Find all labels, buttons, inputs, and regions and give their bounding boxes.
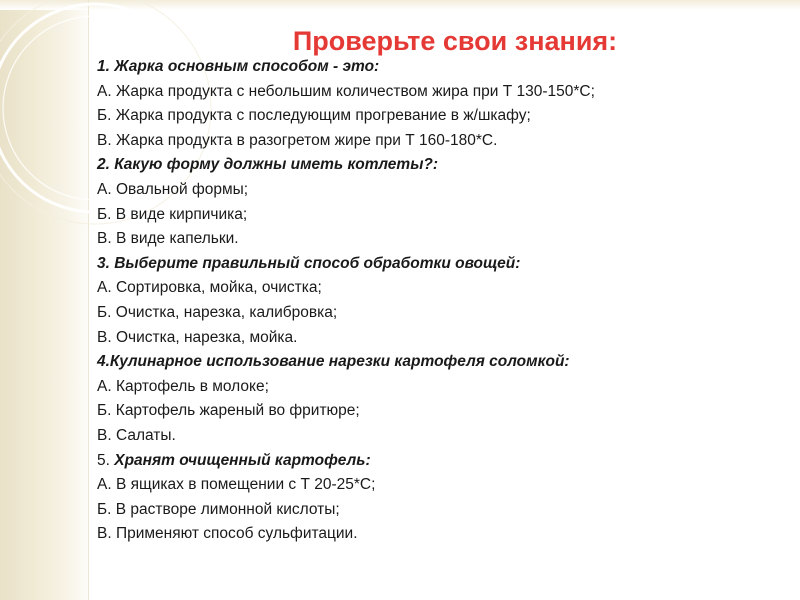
quiz-content [97, 55, 787, 547]
question-text [97, 449, 787, 474]
answer-option: А. Сортировка, мойка, очистка; [97, 279, 322, 297]
answer-option: А. Овальной формы; [97, 180, 249, 198]
answer-option: Б. Очистка, нарезка, калибровка; [97, 303, 338, 321]
answer-option: Б. Картофель жареный во фритюре; [97, 402, 360, 420]
answer-option: Б. В растворе лимонной кислоты; [97, 500, 340, 518]
question-block [97, 252, 787, 350]
question-label: Хранят очищенный картофель: [114, 451, 371, 469]
answer-option: В. Салаты. [97, 426, 176, 444]
answer-option: А. Картофель в молоке; [97, 377, 269, 395]
answer-option: Б. Жарка продукта с последующим прогревание в ж/шкафу; [97, 107, 531, 125]
question-text: 3. Выберите правильный способ обработки овощей: [97, 254, 521, 272]
answer-option: В. Очистка, нарезка, мойка. [97, 328, 298, 346]
answer-option: А. Жарка продукта с небольшим количеством жира при Т 130-150*С; [97, 82, 595, 100]
question-block [97, 55, 787, 153]
question-block [97, 153, 787, 251]
answer-option: Б. В виде кирпичика; [97, 205, 248, 223]
question-text: 4.Кулинарное использование нарезки картофеля соломкой: [97, 353, 570, 371]
answer-option: В. Жарка продукта в разогретом жире при Т 160-180*С. [97, 131, 498, 149]
question-number: 5. [97, 451, 110, 469]
question-text: 2. Какую форму должны иметь котлеты?: [97, 156, 439, 174]
answer-option: А. В ящиках в помещении с Т 20-25*С; [97, 476, 376, 494]
question-text: 1. Жарка основным способом - это: [97, 58, 380, 75]
answer-option: В. Применяют способ сульфитации. [97, 525, 358, 543]
answer-option: В. В виде капельки. [97, 230, 239, 248]
slide-title: Проверьте свои знания: [292, 26, 618, 56]
question-block [97, 449, 787, 547]
question-block [97, 350, 787, 448]
